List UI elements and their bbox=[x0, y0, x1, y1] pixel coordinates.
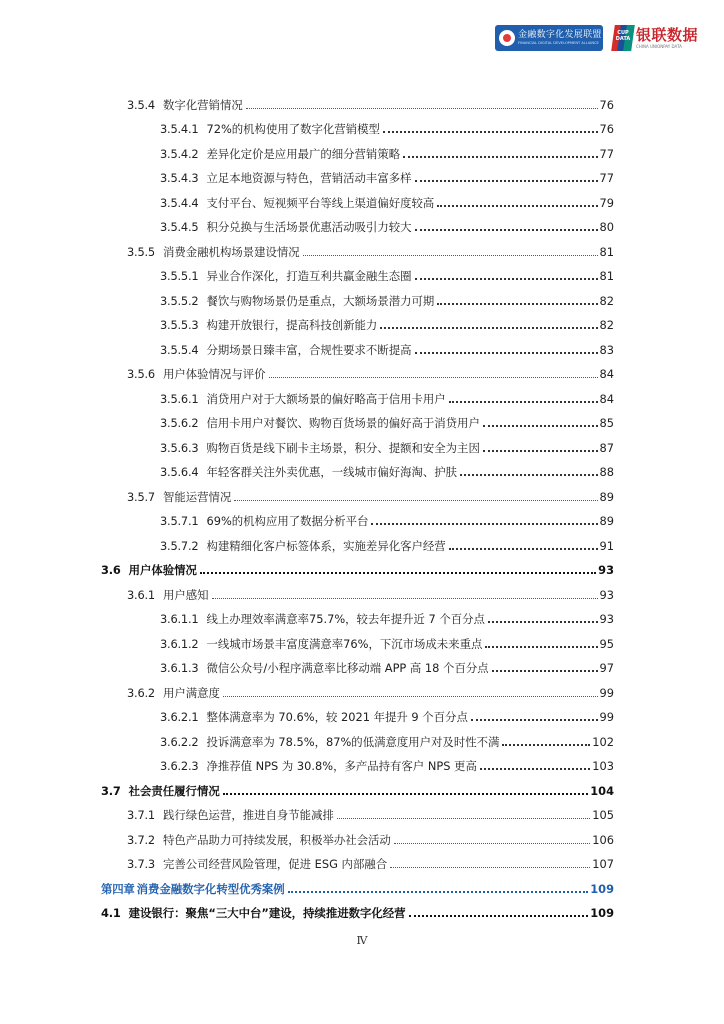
toc-entry-page: 91 bbox=[599, 538, 614, 553]
toc-entry-title: 立足本地资源与特色，营销活动丰富多样 bbox=[206, 171, 412, 185]
toc-entry-number: 第四章 bbox=[101, 881, 135, 896]
toc-entry-page: 77 bbox=[599, 146, 614, 161]
toc-entry[interactable] bbox=[0, 141, 724, 166]
alliance-logo-english: FINANCIAL DIGITAL DEVELOPMENT ALLIANCE bbox=[517, 40, 599, 45]
toc-dot-leader bbox=[200, 571, 596, 574]
toc-entry[interactable] bbox=[0, 778, 724, 803]
toc-dot-leader bbox=[383, 130, 598, 133]
toc-entry-number: 3.5.6.4 bbox=[160, 465, 199, 479]
toc-entry-title: 整体满意率为 70.6%，较 2021 年提升 9 个百分点 bbox=[206, 710, 468, 724]
toc-entry[interactable] bbox=[0, 117, 724, 142]
toc-entry[interactable] bbox=[0, 680, 724, 705]
alliance-emblem-icon bbox=[499, 30, 515, 46]
toc-entry[interactable] bbox=[0, 607, 724, 632]
toc-entry[interactable] bbox=[0, 362, 724, 387]
toc-entry-page: 104 bbox=[590, 783, 614, 798]
toc-entry-title: 分期场景日臻丰富，合规性要求不断提高 bbox=[206, 342, 412, 357]
toc-entry-number: 3.6.1.1 bbox=[160, 612, 199, 626]
toc-entry-title: 社会责任履行情况 bbox=[128, 783, 220, 798]
toc-entry-title: 差异化定价是应用最广的细分营销策略 bbox=[206, 146, 401, 161]
toc-entry-number: 3.5.4 bbox=[127, 97, 155, 112]
toc-dot-leader bbox=[460, 473, 597, 476]
toc-entry-number: 3.7.3 bbox=[127, 857, 155, 871]
toc-entry[interactable] bbox=[0, 509, 724, 534]
toc-entry-page: 109 bbox=[590, 906, 614, 920]
toc-entry-page: 93 bbox=[599, 612, 614, 626]
toc-entry-number: 3.5.6.2 bbox=[160, 416, 199, 430]
toc-dot-leader bbox=[415, 277, 598, 280]
toc-entry-page: 81 bbox=[599, 269, 614, 283]
toc-entry-title: 用户体验情况与评价 bbox=[162, 367, 266, 381]
toc-entry-page: 99 bbox=[599, 710, 614, 724]
toc-entry-title: 消费金融数字化转型优秀案例 bbox=[136, 881, 285, 896]
toc-entry-number: 3.7.1 bbox=[127, 808, 155, 822]
toc-entry-title: 异业合作深化，打造互利共赢金融生态圈 bbox=[206, 269, 412, 283]
toc-entry-page: 85 bbox=[599, 416, 614, 430]
toc-entry-number: 3.5.4.4 bbox=[160, 195, 199, 210]
toc-dot-leader bbox=[403, 155, 597, 158]
toc-entry[interactable] bbox=[0, 582, 724, 607]
toc-dot-leader bbox=[337, 817, 590, 819]
toc-entry[interactable] bbox=[0, 337, 724, 362]
toc-entry-number: 3.5.4.3 bbox=[160, 171, 199, 185]
toc-entry-page: 109 bbox=[590, 881, 614, 896]
toc-dot-leader bbox=[212, 597, 598, 599]
toc-entry[interactable] bbox=[0, 533, 724, 558]
toc-entry-page: 89 bbox=[599, 514, 614, 528]
toc-entry[interactable] bbox=[0, 288, 724, 313]
toc-dot-leader bbox=[492, 669, 598, 672]
toc-dot-leader bbox=[409, 914, 589, 917]
toc-dot-leader bbox=[483, 424, 598, 427]
toc-entry-number: 3.5.5.4 bbox=[160, 342, 199, 357]
toc-dot-leader bbox=[288, 890, 589, 893]
toc-entry-page: 95 bbox=[599, 636, 614, 651]
toc-entry-number: 3.6.2 bbox=[127, 685, 155, 700]
toc-dot-leader bbox=[269, 376, 598, 378]
toc-entry-page: 103 bbox=[592, 759, 614, 773]
toc-entry[interactable] bbox=[0, 705, 724, 730]
toc-dot-leader bbox=[502, 743, 590, 746]
toc-entry-number: 3.5.4.1 bbox=[160, 122, 199, 136]
toc-entry-page: 105 bbox=[592, 808, 614, 822]
toc-entry-number: 3.6.2.3 bbox=[160, 759, 199, 773]
toc-entry-title: 消费金融机构场景建设情况 bbox=[162, 244, 300, 259]
toc-dot-leader bbox=[415, 351, 598, 354]
toc-entry-number: 3.5.5.3 bbox=[160, 318, 199, 332]
toc-dot-leader bbox=[394, 842, 590, 844]
toc-entry-page: 76 bbox=[599, 122, 614, 136]
toc-entry-number: 3.5.7.1 bbox=[160, 514, 199, 528]
toc-entry[interactable] bbox=[0, 264, 724, 289]
toc-entry[interactable] bbox=[0, 166, 724, 191]
toc-dot-leader bbox=[488, 620, 598, 623]
toc-entry-title: 完善公司经营风险管理，促进 ESG 内部融合 bbox=[162, 857, 388, 871]
toc-entry-title: 构建精细化客户标签体系，实施差异化客户经营 bbox=[206, 538, 446, 553]
toc-entry-title: 特色产品助力可持续发展，积极举办社会活动 bbox=[162, 832, 391, 847]
toc-entry-title: 餐饮与购物场景仍是重点，大额场景潜力可期 bbox=[206, 293, 435, 308]
toc-entry-page: 88 bbox=[599, 465, 614, 479]
toc-entry-page: 83 bbox=[599, 342, 614, 357]
toc-entry[interactable] bbox=[0, 852, 724, 877]
toc-entry-number: 3.5.4.2 bbox=[160, 146, 199, 161]
toc-entry-page: 107 bbox=[592, 857, 614, 871]
toc-entry-page: 76 bbox=[599, 97, 614, 112]
toc-entry-number: 3.5.7.2 bbox=[160, 538, 199, 553]
cupdata-logo-name: 银联数据 bbox=[635, 25, 698, 44]
toc-entry-page: 79 bbox=[599, 195, 614, 210]
toc-dot-leader bbox=[437, 204, 597, 207]
toc-entry-title: 消贷用户对于大额场景的偏好略高于信用卡用户 bbox=[206, 391, 446, 406]
alliance-logo bbox=[495, 25, 603, 51]
toc-entry-page: 89 bbox=[599, 489, 614, 504]
toc-entry[interactable] bbox=[0, 411, 724, 436]
toc-entry-title: 信用卡用户对餐饮、购物百货场景的偏好高于消贷用户 bbox=[206, 416, 480, 430]
toc-entry-title: 线上办理效率满意率75.7%，较去年提升近 7 个百分点 bbox=[206, 612, 485, 626]
toc-entry-number: 3.5.7 bbox=[127, 489, 155, 504]
toc-entry-number: 3.5.5.1 bbox=[160, 269, 199, 283]
table-of-contents bbox=[0, 92, 724, 925]
toc-entry-page: 81 bbox=[599, 244, 614, 259]
toc-entry-page: 84 bbox=[599, 367, 614, 381]
toc-dot-leader bbox=[471, 718, 598, 721]
toc-dot-leader bbox=[234, 499, 597, 501]
toc-entry-number: 3.6 bbox=[101, 563, 121, 577]
toc-entry[interactable] bbox=[0, 803, 724, 828]
toc-entry-number: 3.5.6.3 bbox=[160, 440, 199, 455]
toc-entry[interactable] bbox=[0, 558, 724, 583]
toc-entry[interactable] bbox=[0, 190, 724, 215]
toc-entry-number: 3.6.1.3 bbox=[160, 661, 199, 675]
toc-entry[interactable] bbox=[0, 729, 724, 754]
toc-dot-leader bbox=[415, 228, 598, 231]
toc-entry[interactable] bbox=[0, 754, 724, 779]
toc-entry[interactable] bbox=[0, 239, 724, 264]
toc-dot-leader bbox=[415, 179, 598, 182]
toc-dot-leader bbox=[246, 107, 598, 109]
toc-dot-leader bbox=[449, 400, 598, 403]
toc-dot-leader bbox=[485, 645, 597, 648]
toc-entry-number: 3.5.4.5 bbox=[160, 220, 199, 234]
toc-entry-page: 97 bbox=[599, 661, 614, 675]
toc-entry-title: 69%的机构应用了数据分析平台 bbox=[206, 514, 369, 528]
toc-entry-number: 3.7.2 bbox=[127, 832, 155, 847]
toc-entry-title: 支付平台、短视频平台等线上渠道偏好度较高 bbox=[206, 195, 435, 210]
toc-entry-title: 投诉满意率为 78.5%，87%的低满意度用户对及时性不满 bbox=[206, 734, 500, 749]
toc-entry-number: 3.5.6 bbox=[127, 367, 155, 381]
toc-entry-number: 3.5.5 bbox=[127, 244, 155, 259]
toc-entry[interactable] bbox=[0, 313, 724, 338]
toc-entry-title: 用户满意度 bbox=[162, 685, 220, 700]
toc-dot-leader bbox=[480, 767, 590, 770]
cup-data-badge-icon: CUP DATA bbox=[613, 25, 633, 51]
alliance-logo-name: 金融数字化发展联盟 bbox=[517, 29, 602, 40]
toc-entry-title: 建设银行：聚焦“三大中台”建设，持续推进数字化经营 bbox=[128, 906, 406, 920]
toc-entry[interactable] bbox=[0, 656, 724, 681]
toc-entry-title: 构建开放银行，提高科技创新能力 bbox=[206, 318, 378, 332]
toc-entry-number: 3.6.2.1 bbox=[160, 710, 199, 724]
toc-dot-leader bbox=[380, 326, 597, 329]
toc-entry-title: 智能运营情况 bbox=[162, 489, 232, 504]
toc-entry[interactable] bbox=[0, 386, 724, 411]
toc-entry-page: 87 bbox=[599, 440, 614, 455]
toc-dot-leader bbox=[483, 449, 598, 452]
toc-entry-page: 99 bbox=[599, 685, 614, 700]
toc-entry-page: 84 bbox=[599, 391, 614, 406]
toc-entry-page: 82 bbox=[599, 293, 614, 308]
toc-dot-leader bbox=[303, 254, 598, 256]
toc-dot-leader bbox=[223, 695, 598, 697]
toc-dot-leader bbox=[437, 302, 597, 305]
toc-entry-title: 积分兑换与生活场景优惠活动吸引力较大 bbox=[206, 220, 412, 234]
toc-entry-title: 购物百货是线下刷卡主场景，积分、提额和安全为主因 bbox=[206, 440, 480, 455]
toc-entry-title: 用户感知 bbox=[162, 587, 209, 602]
toc-entry-page: 77 bbox=[599, 171, 614, 185]
toc-entry-title: 一线城市场景丰富度满意率76%，下沉市场成未来重点 bbox=[206, 636, 483, 651]
toc-dot-leader bbox=[449, 547, 598, 550]
toc-entry-number: 3.7 bbox=[101, 783, 121, 798]
toc-entry-title: 用户体验情况 bbox=[128, 563, 197, 577]
toc-entry-number: 4.1 bbox=[101, 906, 121, 920]
page-number: Ⅳ bbox=[356, 934, 368, 947]
toc-entry[interactable] bbox=[0, 827, 724, 852]
toc-entry-title: 践行绿色运营，推进自身节能减排 bbox=[162, 808, 334, 822]
toc-entry[interactable] bbox=[0, 901, 724, 926]
toc-entry-number: 3.5.5.2 bbox=[160, 293, 199, 308]
toc-dot-leader bbox=[371, 522, 597, 525]
cupdata-logo-english: CHINA UNIONPAY DATA bbox=[635, 43, 682, 49]
toc-entry[interactable] bbox=[0, 460, 724, 485]
toc-entry-page: 102 bbox=[592, 734, 614, 749]
toc-entry-number: 3.5.6.1 bbox=[160, 391, 199, 406]
toc-entry[interactable] bbox=[0, 876, 724, 901]
toc-entry[interactable] bbox=[0, 484, 724, 509]
toc-entry-title: 净推荐值 NPS 为 30.8%，多产品持有客户 NPS 更高 bbox=[206, 759, 477, 773]
toc-dot-leader bbox=[223, 792, 588, 795]
toc-entry-page: 106 bbox=[592, 832, 614, 847]
toc-entry-number: 3.6.1 bbox=[127, 587, 155, 602]
page-header bbox=[495, 22, 698, 54]
toc-entry-number: 3.6.2.2 bbox=[160, 734, 199, 749]
toc-entry[interactable] bbox=[0, 92, 724, 117]
toc-entry-title: 数字化营销情况 bbox=[162, 97, 243, 112]
toc-entry-page: 93 bbox=[599, 587, 614, 602]
toc-entry-number: 3.6.1.2 bbox=[160, 636, 199, 651]
toc-entry-page: 93 bbox=[598, 563, 614, 577]
toc-entry-page: 82 bbox=[599, 318, 614, 332]
toc-entry-title: 微信公众号/小程序满意率比移动端 APP 高 18 个百分点 bbox=[206, 661, 489, 675]
toc-entry[interactable] bbox=[0, 631, 724, 656]
toc-entry-title: 年轻客群关注外卖优惠，一线城市偏好海淘、护肤 bbox=[206, 465, 458, 479]
toc-entry[interactable] bbox=[0, 435, 724, 460]
toc-entry-page: 80 bbox=[599, 220, 614, 234]
cupdata-logo bbox=[613, 25, 698, 51]
toc-entry[interactable] bbox=[0, 215, 724, 240]
toc-dot-leader bbox=[390, 866, 590, 868]
toc-entry-title: 72%的机构使用了数字化营销模型 bbox=[206, 122, 380, 136]
